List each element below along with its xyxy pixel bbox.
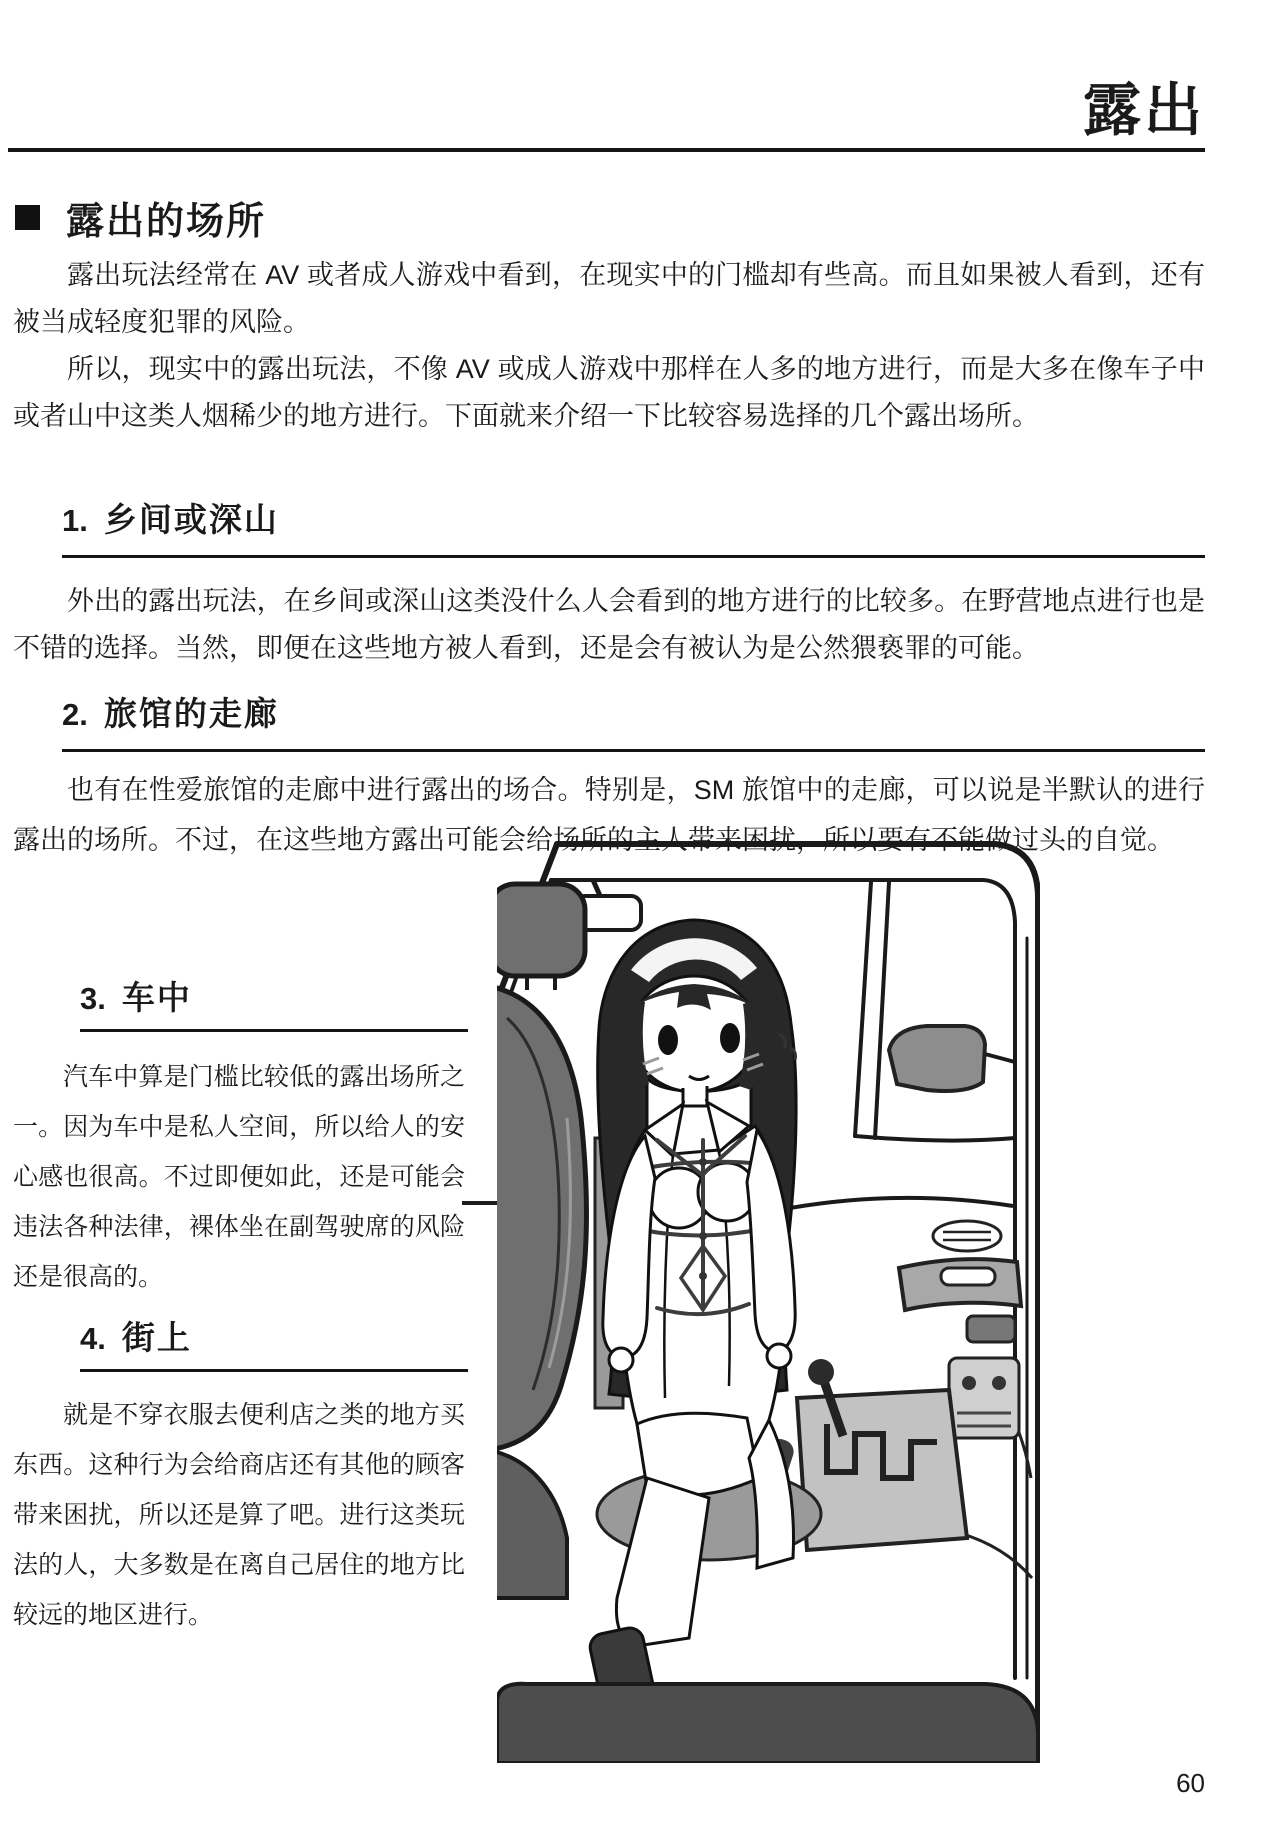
neck: [683, 1086, 707, 1106]
intro-paragraph-1: 露出玩法经常在 AV 或者成人游戏中看到，在现实中的门槛却有些高。而且如果被人看到，还有被当成轻度犯罪的风险。: [13, 260, 1205, 337]
window-switch-icon: [967, 1316, 1015, 1342]
section-2-number: 2.: [62, 697, 88, 732]
section-1-heading: [62, 494, 1205, 558]
air-vent-icon: [933, 1221, 1001, 1251]
section-4-heading: [80, 1312, 468, 1372]
section-4-title: 街上: [121, 1319, 192, 1356]
gear-knob-icon: [808, 1359, 834, 1385]
page-title: 露出: [1082, 78, 1205, 143]
section-2-heading: [62, 688, 1205, 752]
car-illustration: [497, 838, 1040, 1763]
illustration-stray-line: [462, 1201, 498, 1205]
section-1-body: 外出的露出玩法，在乡间或深山这类没什么人会看到的地方进行的比较多。在野营地点进行也是不错的选择。当然，即便在这些地方被人看到，还是会有被认为是公然猥亵罪的可能。: [13, 586, 1205, 663]
side-mirror-icon: [889, 1026, 1015, 1091]
intro-paragraphs: [13, 252, 1205, 440]
section-header-label: 露出的场所: [66, 201, 267, 243]
section-4-body: 就是不穿衣服去便利店之类的地方买东西。这种行为会给商店还有其他的顾客带来困扰，所以还是算了吧。进行这类玩法的人，大多数是在离自己居住的地方比较远的地区进行。: [13, 1401, 465, 1629]
car-interior-drawing: [497, 838, 1040, 1763]
section-1-title: 乡间或深山: [103, 501, 279, 538]
title-rule: [8, 148, 1205, 152]
section-3-body: 汽车中算是门槛比较低的露出场所之一。因为车中是私人空间，所以给人的安心感也很高。不过即便如此，还是可能会违法各种法律，裸体坐在副驾驶席的风险还是很高的。: [13, 1063, 465, 1291]
section-header: [15, 190, 266, 245]
door-handle-icon: [941, 1268, 995, 1285]
section-4-number: 4.: [80, 1321, 106, 1356]
hand-right: [767, 1344, 791, 1368]
intro-paragraph-2: 所以，现实中的露出玩法，不像 AV 或成人游戏中那样在人多的地方进行，而是大多在像车子中或者山中这类人烟稀少的地方进行。下面就来介绍一下比较容易选择的几个露出场所。: [13, 354, 1205, 431]
square-bullet-icon: [15, 205, 40, 230]
driver-seat: [497, 884, 587, 1598]
section-3-heading: [80, 972, 468, 1032]
left-eye: [658, 1025, 678, 1055]
section-3-title: 车中: [121, 979, 192, 1016]
section-3-number: 3.: [80, 981, 106, 1016]
section-2-body: 也有在性爱旅馆的走廊中进行露出的场合。特别是，SM 旅馆中的走廊，可以说是半默认的进行露出的场所。不过，在这些地方露出可能会给场所的主人带来困扰，所以要有不能做过头的自觉。: [13, 775, 1205, 855]
section-1-number: 1.: [62, 503, 88, 538]
page-number: 60: [1176, 1768, 1205, 1798]
hand-left: [609, 1348, 633, 1372]
right-eye: [720, 1023, 740, 1053]
bottom-console-band: [497, 1625, 1038, 1763]
section-2-title: 旅馆的走廊: [103, 695, 279, 732]
